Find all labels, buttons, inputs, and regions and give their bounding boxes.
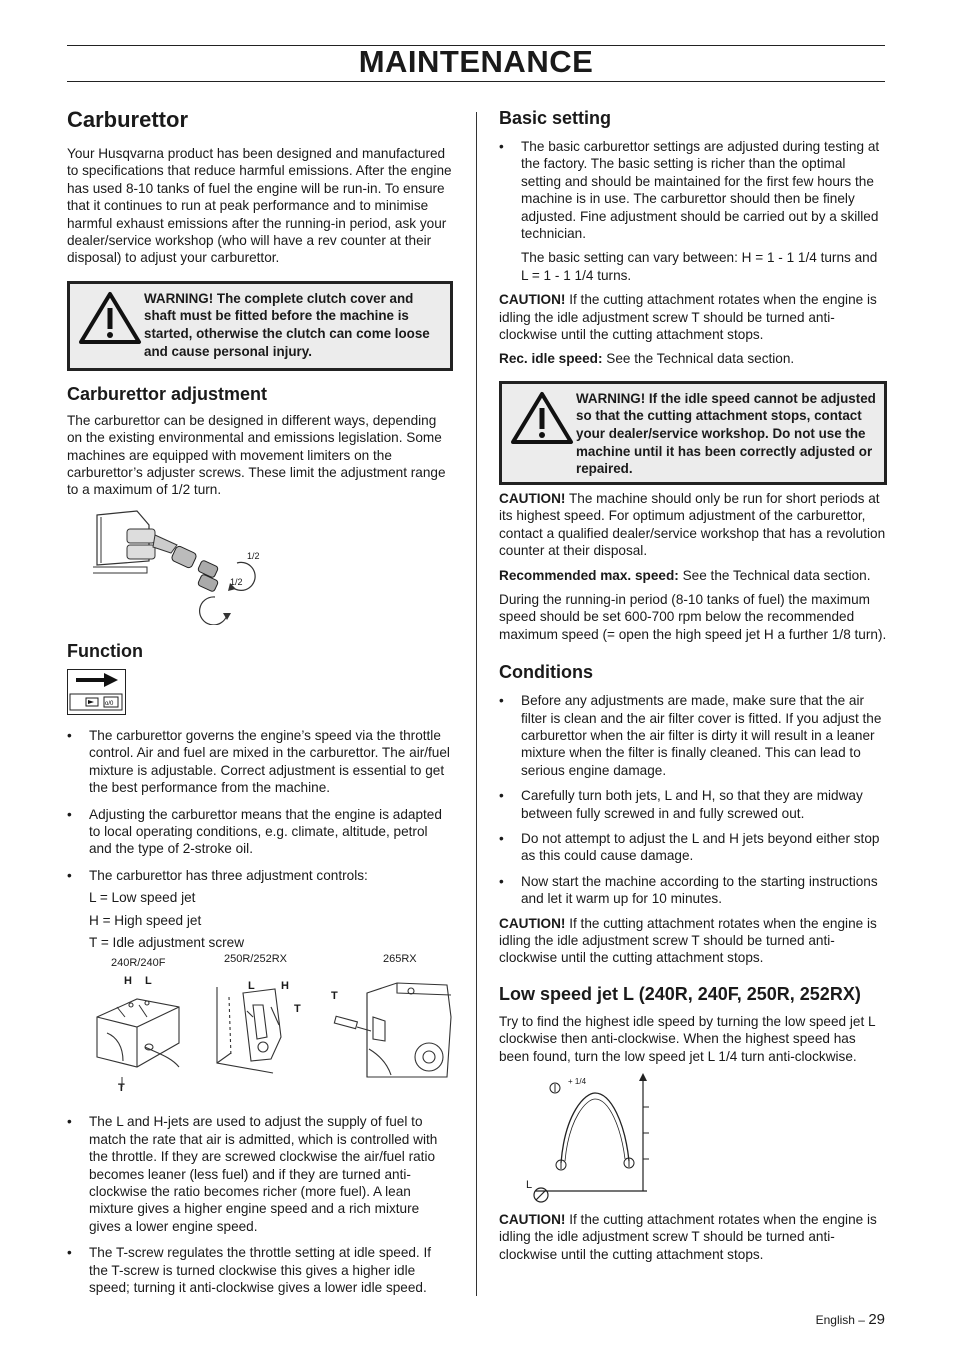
running-in-text: During the running-in period (8-10 tanks of fuel) the maximum speed should be set 600-700 rpm below the recommended maximum speed (= open the high speed jet H a further 1/8 turn). (499, 591, 887, 642)
low-speed-jet-heading: Low speed jet L (240R, 240F, 250R, 252RX) (499, 983, 861, 1004)
model-label-250: 250R/252RX (224, 953, 287, 966)
jet-l-label-250: L (248, 980, 255, 993)
footer-dash: – (854, 1313, 869, 1327)
warning-triangle-icon (76, 290, 144, 346)
column-divider (476, 112, 477, 1296)
basic-setting-list (499, 138, 887, 242)
warning-box-idle (499, 381, 887, 485)
controls-list (67, 889, 453, 951)
page-number: 29 (868, 1311, 885, 1328)
basic-setting-heading: Basic setting (499, 108, 612, 128)
limiter-label-upper: 1/2 (247, 550, 260, 561)
jet-location-illustrations (67, 953, 453, 1105)
function-bullet-list (67, 727, 453, 884)
carburettor-limiter-drawing (87, 507, 287, 625)
jet-l-label-240: L (145, 975, 152, 988)
list-item: • Carefully turn both jets, L and H, so that they are midway between fully screwed in and fully screwed out. (499, 788, 863, 821)
function-symbol (67, 669, 126, 715)
conditions-heading: Conditions (499, 662, 593, 683)
limiter-illustration (67, 507, 453, 625)
page-footer (816, 1311, 885, 1328)
list-item: • Adjusting the carburettor means that the engine is adapted to local operating conditions, e.g. climate, altitude, petrol and the type of 2-stroke oil. (67, 806, 442, 857)
list-item: • Before any adjustments are made, make sure that the air filter is clean and the air filter cover is fitted. If you adjust the carburettor when the air filter is dirty it will result in a leaner mixture when the filter is finally cleaned. This can lead to serious engine damage. (499, 693, 882, 778)
carburettor-adjustment-text: The carburettor can be designed in different ways, depending on the existing environmental and emissions legislation. Some machines are equipped with movement limiters on the carburettor’s adjuster screws. These limit the adjustment range to a maximum of 1/2 turn. (67, 412, 446, 498)
function-heading: Function (67, 640, 143, 661)
arrow-right-icon (68, 670, 125, 714)
svg-text:o/0: o/0 (105, 700, 114, 707)
caution-idle-1: CAUTION! If the cutting attachment rotates when the engine is idling the idle adjustment screw T should be turned anti-clockwise until the cutting attachment stops. (499, 292, 877, 343)
jet-t-label-250: T (294, 1003, 301, 1016)
model-label-265: 265RX (383, 953, 417, 966)
warning-text-idle: WARNING! If the idle speed cannot be adjusted so that the cutting attachment stops, contact your dealer/service workshop. Do not use the machine until it has been correctly adjusted or repaired. (576, 390, 876, 477)
caution-idle-2: CAUTION! If the cutting attachment rotates when the engine is idling the idle adjustment screw T should be turned anti-clockwise until the cutting attachment stops. (499, 915, 877, 966)
footer-language: English (815, 1313, 855, 1327)
list-item: • The carburettor governs the engine’s speed via the throttle control. Air and fuel are mixed in the carburettor. The air/fuel mixture is adjustable. Correct adjustment is essential to get the best performance from the machine. (67, 727, 450, 796)
control-idle-screw: T = Idle adjustment screw (89, 934, 245, 950)
jet-h-label-240: H (124, 975, 132, 988)
list-item: • The T-screw regulates the throttle setting at idle speed. If the T-screw is turned clockwise this gives a higher idle speed; turning it anti-clockwise gives a lower idle speed. (67, 1245, 432, 1295)
left-column (67, 104, 453, 1305)
engine-drawings (67, 977, 453, 1097)
control-high-speed: H = High speed jet (89, 912, 202, 928)
list-item: • The L and H-jets are used to adjust the supply of fuel to match the rate that air is admitted, which is controlled with the throttle. If they are screwed clockwise the air/fuel ratio becomes leaner (less fuel) and if they are turned anti-clockwise the ratio becomes richer (more fuel). A lean mixture gives a higher engine speed and a rich mixture gives a lower engine speed. (67, 1114, 438, 1234)
idle-speed-curve (525, 1073, 685, 1209)
basic-setting-range: The basic setting can vary between: H = 1 - 1 1/4 turns and L = 1 - 1 1/4 turns. (521, 250, 878, 283)
carburettor-adjustment-heading: Carburettor adjustment (67, 383, 268, 404)
conditions-list (499, 692, 887, 907)
jet-bullet-list (67, 1113, 453, 1296)
model-label-240: 240R/240F (111, 957, 166, 970)
warning-box-clutch (67, 281, 453, 371)
limiter-label-lower: 1/2 (230, 576, 243, 587)
caution-idle-3: CAUTION! If the cutting attachment rotates when the engine is idling the idle adjustment screw T should be turned anti-clockwise until the cutting attachment stops. (499, 1212, 877, 1262)
right-column (499, 104, 887, 1263)
warning-triangle-icon (508, 390, 576, 446)
warning-text-clutch: WARNING! The complete clutch cover and shaft must be fitted before the machine is started, otherwise the clutch can come loose and cause personal injury. (144, 290, 430, 359)
carburettor-intro: Your Husqvarna product has been designed and manufactured to specifications that reduce harmful emissions. After the engine has used 8-10 tanks of fuel the engine will be run-in. To ensure that it continues to run at peak performance and to minimise harmful exhaust emissions after the running-in period, ask your dealer/service workshop (who will have a rev counter at their disposal) to adjust your carburettor. (67, 146, 452, 266)
list-item: • Do not attempt to adjust the L and H jets beyond either stop as this could cause damage. (499, 830, 880, 864)
graph-quarter-label: + 1/4 (568, 1077, 587, 1087)
list-item: • Now start the machine according to the starting instructions and let it warm up for 10 minutes. (499, 873, 878, 907)
list-item: • The basic carburettor settings are adjusted during testing at the factory. The basic setting is richer than the optimal setting and should be maintained for the first few hours the machine is in use. The carburettor should then be finely adjusted. Fine adjustment should be carried out by a skilled technician. (499, 139, 880, 242)
rec-max-speed: Recommended max. speed: See the Technical data section. (499, 567, 871, 583)
jet-t-label-265: T (331, 990, 338, 1003)
rec-idle-speed: Rec. idle speed: See the Technical data section. (499, 351, 795, 367)
carburettor-heading: Carburettor (67, 107, 189, 132)
jet-t-label-240: T (118, 1082, 125, 1095)
jet-h-label-250: H (281, 980, 289, 993)
control-low-speed: L = Low speed jet (89, 890, 196, 906)
page-title: MAINTENANCE (358, 44, 594, 79)
caution-max-speed: CAUTION! The machine should only be run for short periods at its highest speed. For optimum adjustment of the carburettor, contact a qualified dealer/service workshop that has a revolution counter at their disposal. (499, 490, 886, 559)
low-jet-speed-graph (499, 1073, 887, 1209)
graph-l-label: L (526, 1179, 533, 1192)
list-item: • The carburettor has three adjustment controls: (67, 867, 368, 883)
header-rule-bottom (67, 81, 885, 82)
low-speed-jet-text: Try to find the highest idle speed by turning the low speed jet L clockwise then anti-clockwise. When the highest speed has been found, turn the low speed jet L 1/4 turn anti-clockwise. (499, 1013, 876, 1064)
